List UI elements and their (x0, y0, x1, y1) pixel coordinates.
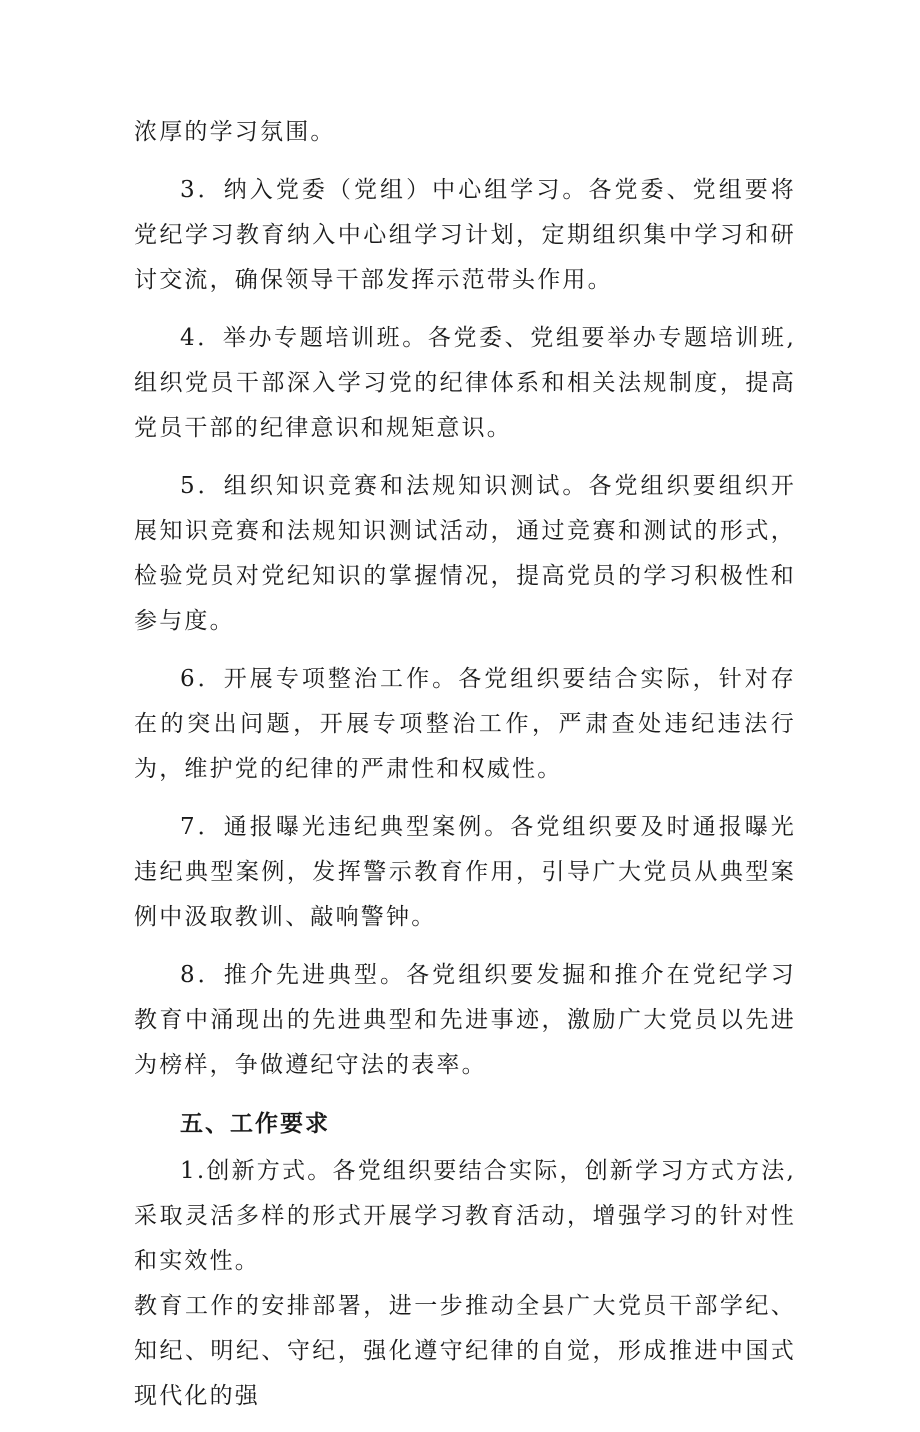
document-page (134, 110, 796, 1432)
paragraph-item-3: 3．纳入党委（党组）中心组学习。各党委、党组要将党纪学习教育纳入中心组学习计划，定期组织集中学习和研讨交流，确保领导干部发挥示范带头作用。 (134, 177, 796, 293)
paragraph-requirement-1: 1.创新方式。各党组织要结合实际，创新学习方式方法,采取灵活多样的形式开展学习教育活动，增强学习的针对性和实效性。 (134, 1158, 796, 1274)
paragraph-continued: 教育工作的安排部署，进一步推动全县广大党员干部学纪、知纪、明纪、守纪，强化遵守纪律的自觉，形成推进中国式现代化的强 (134, 1293, 796, 1409)
section-heading: 五、工作要求 (180, 1111, 330, 1137)
paragraph-item-4: 4．举办专题培训班。各党委、党组要举办专题培训班,组织党员干部深入学习党的纪律体系和相关法规制度，提高党员干部的纪律意识和规矩意识。 (134, 325, 796, 441)
paragraph-item-5: 5．组织知识竞赛和法规知识测试。各党组织要组织开展知识竞赛和法规知识测试活动，通过竞赛和测试的形式，检验党员对党纪知识的掌握情况，提高党员的学习积极性和参与度。 (134, 473, 796, 634)
paragraph-item-8: 8．推介先进典型。各党组织要发掘和推介在党纪学习教育中涌现出的先进典型和先进事迹，激励广大党员以先进为榜样，争做遵纪守法的表率。 (134, 962, 796, 1078)
paragraph-item-6: 6．开展专项整治工作。各党组织要结合实际，针对存在的突出问题，开展专项整治工作，严肃查处违纪违法行为，维护党的纪律的严肃性和权威性。 (134, 666, 796, 782)
paragraph-item-7: 7．通报曝光违纪典型案例。各党组织要及时通报曝光违纪典型案例，发挥警示教育作用，引导广大党员从典型案例中汲取教训、敲响警钟。 (134, 814, 796, 930)
paragraph-continuation: 浓厚的学习氛围。 (134, 119, 336, 145)
